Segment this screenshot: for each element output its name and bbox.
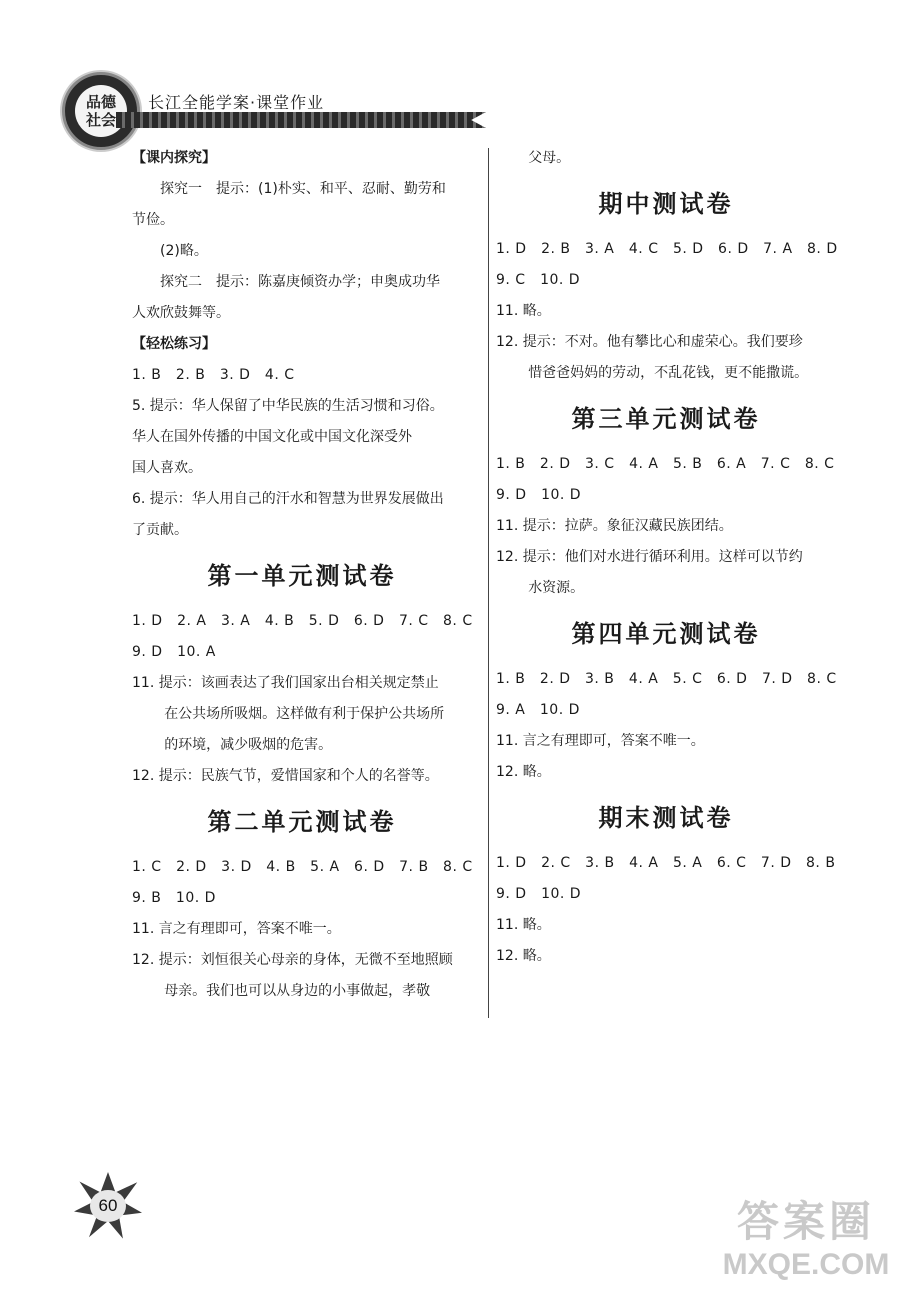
multiple-choice-answers: 9. C 10. D <box>496 272 581 288</box>
answer-line: 惜爸爸妈妈的劳动，不乱花钱，更不能撒谎。 <box>528 365 809 381</box>
answer-line: 11. 言之有理即可，答案不唯一。 <box>132 921 341 937</box>
answer-line: 12. 提示：他们对水进行循环利用。这样可以节约 <box>496 549 803 565</box>
answer-line: 节俭。 <box>132 212 174 228</box>
answer-line: 12. 略。 <box>496 948 551 964</box>
left-column <box>132 143 472 1007</box>
answer-line: 探究二 提示：陈嘉庚倾资办学；申奥成功华 <box>160 274 440 290</box>
answer-line: 母亲。我们也可以从身边的小事做起，孝敬 <box>164 983 431 999</box>
watermark <box>716 1196 896 1292</box>
multiple-choice-answers: 1. D 2. A 3. A 4. B 5. D 6. D 7. C 8. C <box>132 613 473 629</box>
multiple-choice-answers: 1. B 2. D 3. C 4. A 5. B 6. A 7. C 8. C <box>496 456 835 472</box>
multiple-choice-answers: 1. B 2. B 3. D 4. C <box>132 367 295 383</box>
column-divider <box>488 148 489 1018</box>
answer-line: 国人喜欢。 <box>132 460 202 476</box>
answer-line: 6. 提示：华人用自己的汗水和智慧为世界发展做出 <box>132 491 444 507</box>
multiple-choice-answers: 9. D 10. A <box>132 644 216 660</box>
multiple-choice-answers: 9. B 10. D <box>132 890 216 906</box>
answer-line: 5. 提示：华人保留了中华民族的生活习惯和习俗。 <box>132 398 444 414</box>
multiple-choice-answers: 9. A 10. D <box>496 702 580 718</box>
right-column <box>496 143 836 972</box>
answer-line: 11. 略。 <box>496 303 551 319</box>
series-title: 长江全能学案·课堂作业 <box>148 93 325 112</box>
section-heading-explore: 【课内探究】 <box>132 150 216 166</box>
answer-line: 探究一 提示：(1)朴实、和平、忍耐、勤劳和 <box>160 181 446 197</box>
answer-line: 11. 提示：拉萨。象征汉藏民族团结。 <box>496 518 733 534</box>
answer-line: 水资源。 <box>528 580 585 596</box>
answer-line: 父母。 <box>528 150 571 166</box>
watermark-logo-text: 答案圈 <box>736 1197 875 1246</box>
answer-line: 12. 提示：民族气节，爱惜国家和个人的名誉等。 <box>132 768 439 784</box>
answer-line: 12. 略。 <box>496 764 551 780</box>
answer-line: (2)略。 <box>160 243 208 259</box>
answer-line: 了贡献。 <box>132 522 188 538</box>
answer-line: 在公共场所吸烟。这样做有利于保护公共场所 <box>164 706 445 722</box>
unit1-test-title: 第一单元测试卷 <box>207 562 397 590</box>
unit2-test-title: 第二单元测试卷 <box>207 808 397 836</box>
multiple-choice-answers: 1. D 2. B 3. A 4. C 5. D 6. D 7. A 8. D <box>496 241 838 257</box>
answer-line: 华人在国外传播的中国文化或中国文化深受外 <box>132 429 412 445</box>
answer-line: 的环境，减少吸烟的危害。 <box>164 737 333 753</box>
page-number: 60 <box>90 1190 126 1222</box>
answer-line: 12. 提示：刘恒很关心母亲的身体，无微不至地照顾 <box>132 952 453 968</box>
answer-line: 人欢欣鼓舞等。 <box>132 305 230 321</box>
subject-badge-label: 品德社会 <box>75 85 127 137</box>
subject-badge <box>62 72 140 150</box>
multiple-choice-answers: 1. B 2. D 3. B 4. A 5. C 6. D 7. D 8. C <box>496 671 837 687</box>
multiple-choice-answers: 9. D 10. D <box>496 487 582 503</box>
unit3-test-title: 第三单元测试卷 <box>571 405 761 433</box>
multiple-choice-answers: 1. C 2. D 3. D 4. B 5. A 6. D 7. B 8. C <box>132 859 473 875</box>
answer-line: 11. 略。 <box>496 917 551 933</box>
final-test-title: 期末测试卷 <box>598 804 734 832</box>
answer-line: 11. 提示：该画表达了我们国家出台相关规定禁止 <box>132 675 439 691</box>
answer-line: 11. 言之有理即可，答案不唯一。 <box>496 733 705 749</box>
page-number-badge <box>68 1166 148 1246</box>
header-ribbon <box>116 112 486 128</box>
section-heading-practice: 【轻松练习】 <box>132 336 216 352</box>
unit4-test-title: 第四单元测试卷 <box>571 620 761 648</box>
multiple-choice-answers: 1. D 2. C 3. B 4. A 5. A 6. C 7. D 8. B <box>496 855 836 871</box>
watermark-url: MXQE.COM <box>722 1248 890 1281</box>
answer-line: 12. 提示：不对。他有攀比心和虚荣心。我们要珍 <box>496 334 803 350</box>
midterm-test-title: 期中测试卷 <box>598 190 734 218</box>
multiple-choice-answers: 9. D 10. D <box>496 886 582 902</box>
